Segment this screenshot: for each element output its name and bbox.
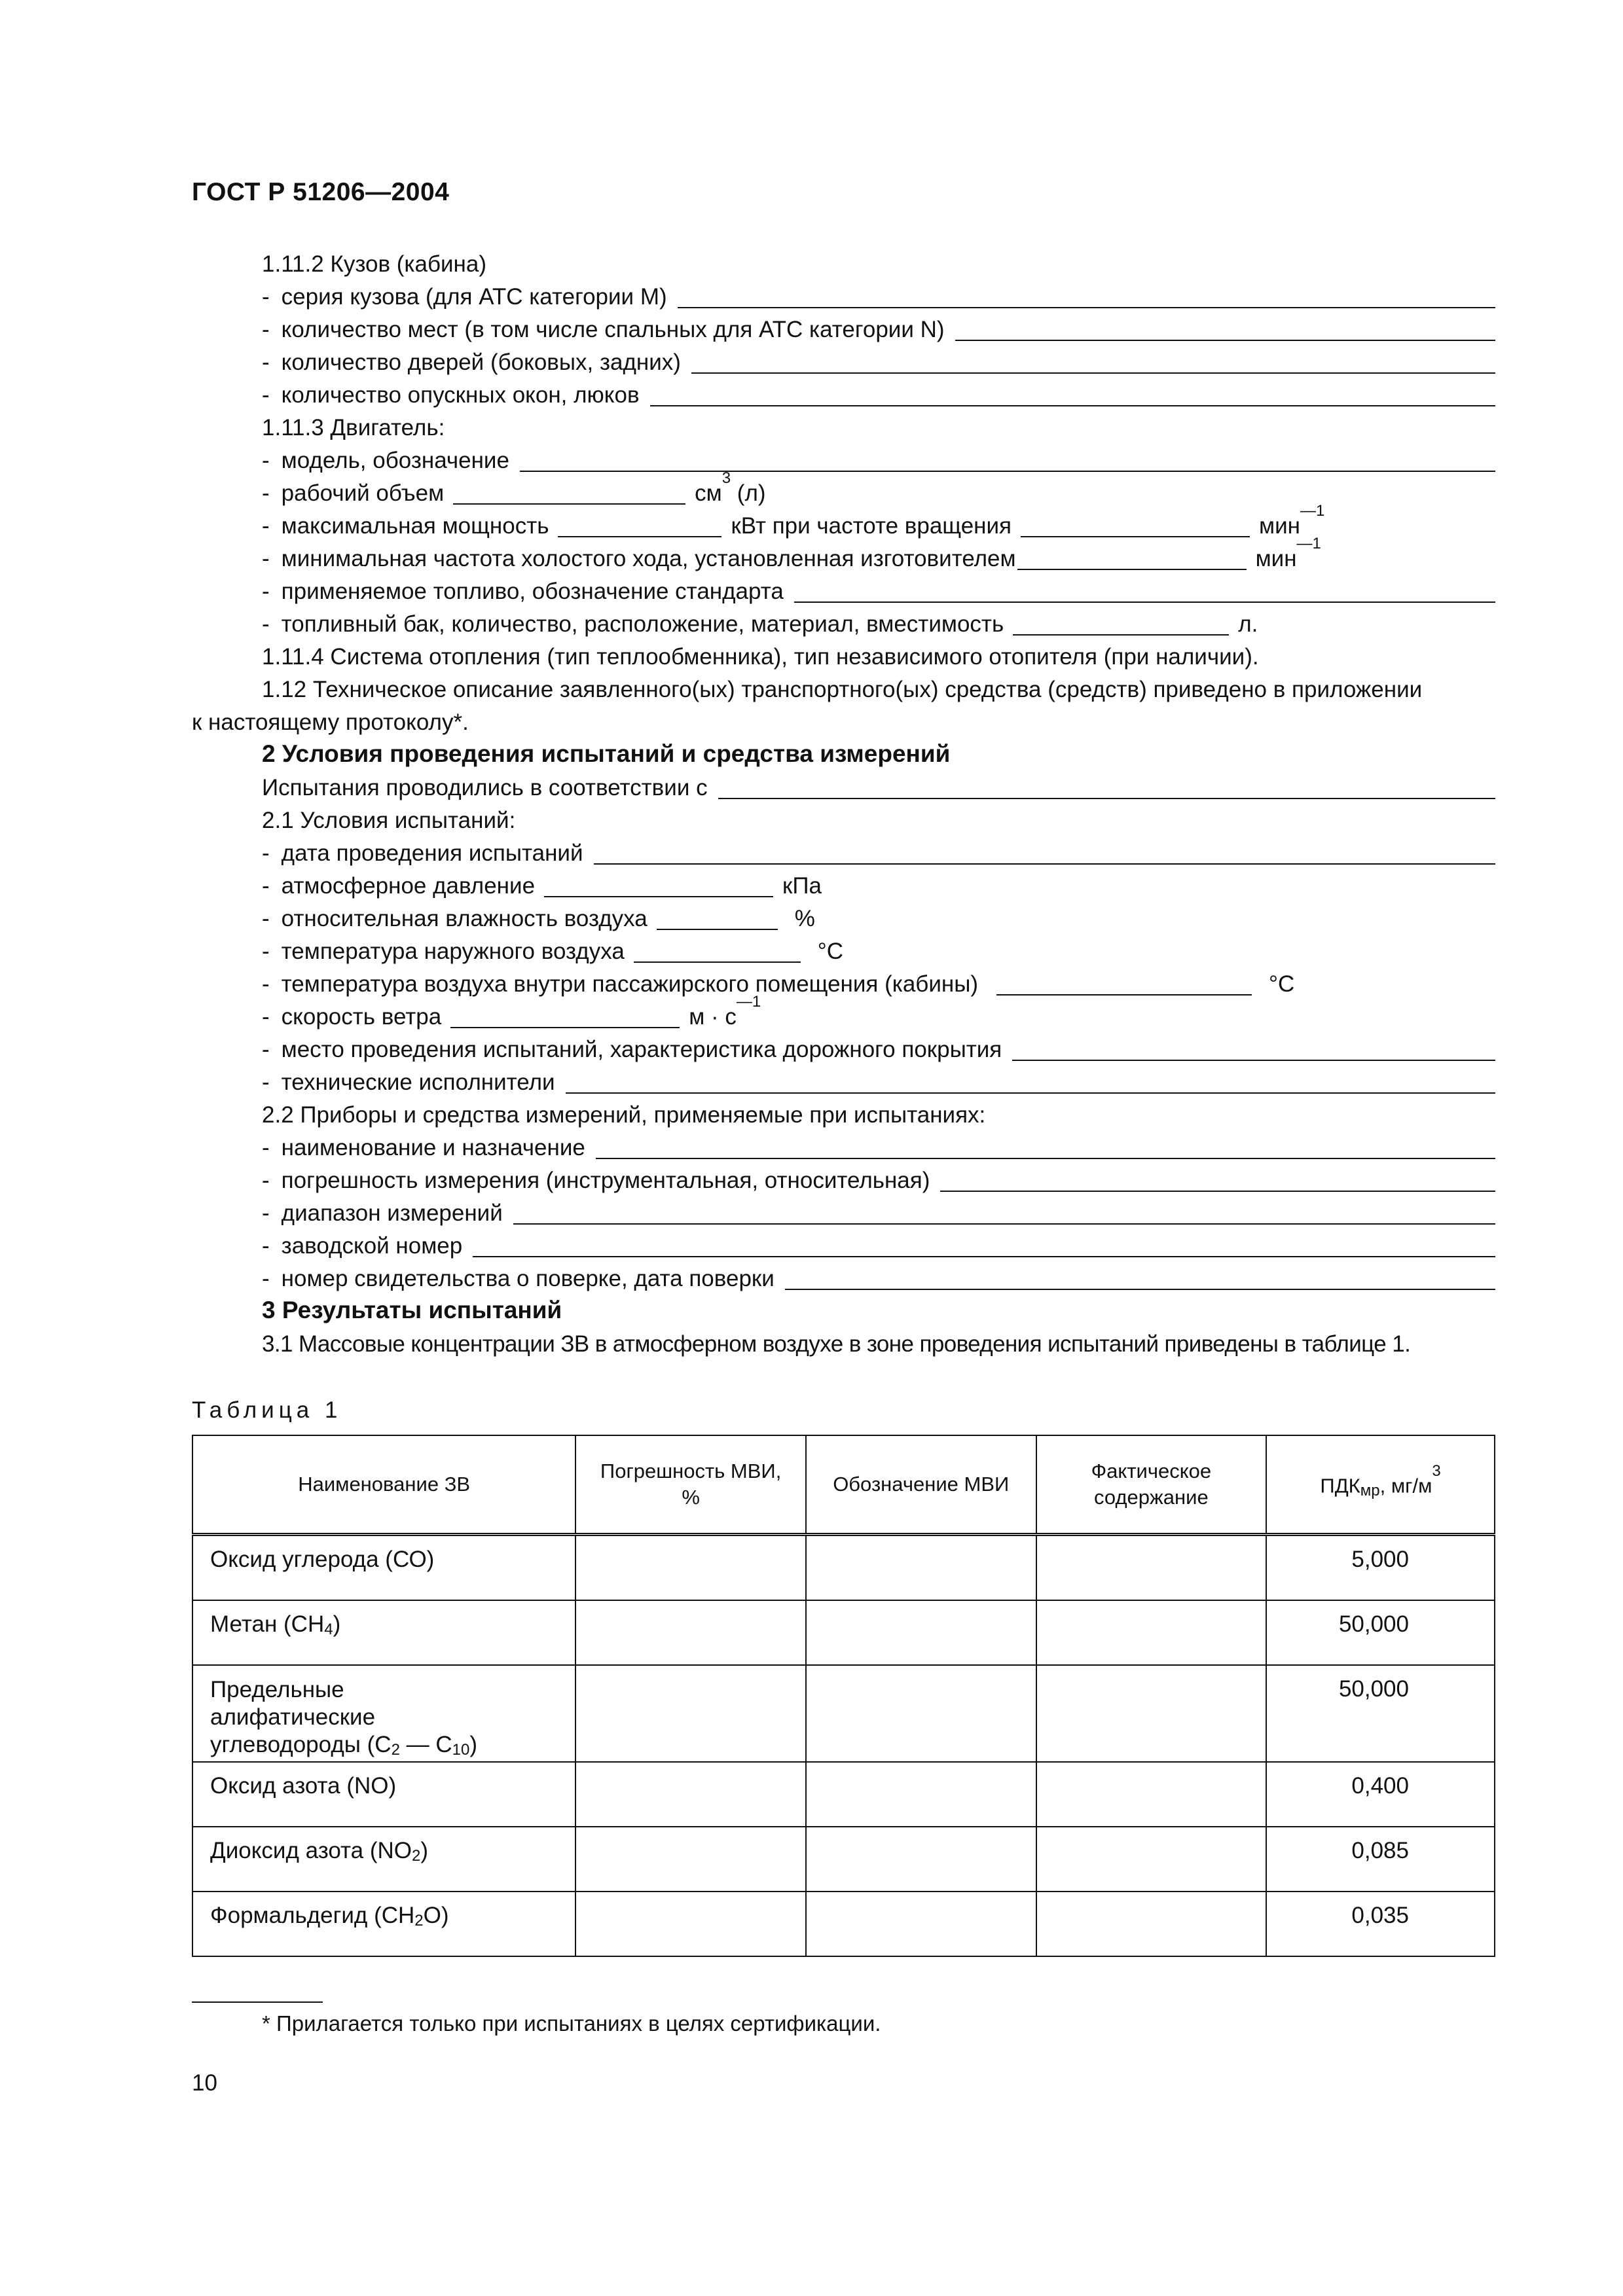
row-name: Оксид углерода (СО) — [192, 1535, 575, 1601]
table-header-row — [192, 1435, 1495, 1535]
field-pressure: - атмосферное давление кПа — [262, 873, 822, 899]
field-test-date: - дата проведения испытаний — [262, 834, 1495, 867]
field-temp-outside: - температура наружного воздуха °С — [262, 939, 844, 964]
field-doors: - количество дверей (боковых, задних) — [262, 344, 1495, 376]
field-engine-model: - модель, обозначение — [262, 442, 1495, 475]
field-wind-speed: - скорость ветра м · с $^{—1}$ — [262, 993, 761, 1030]
field-test-place: - место проведения испытаний, характеристика дорожного покрытия — [262, 1031, 1495, 1064]
cell-error[interactable] — [575, 1762, 806, 1827]
cell-actual[interactable] — [1036, 1762, 1267, 1827]
field-fuel: - применяемое топливо, обозначение стандарта — [262, 573, 1495, 605]
cell-method[interactable] — [806, 1762, 1036, 1827]
col-header-method: Обозначение МВИ — [806, 1435, 1036, 1535]
cell-actual[interactable] — [1036, 1665, 1267, 1762]
field-instrument-error: - погрешность измерения (инструментальная, относительная) — [262, 1162, 1495, 1194]
cell-pdk: 5,000 — [1266, 1535, 1495, 1601]
blank-line[interactable] — [1012, 1036, 1495, 1061]
section-3-title: 3 Результаты испытаний — [262, 1297, 562, 1323]
section-2-title: 2 Условия проведения испытаний и средства измерений — [262, 740, 951, 767]
cell-method[interactable] — [806, 1665, 1036, 1762]
cell-actual[interactable] — [1036, 1827, 1267, 1892]
row-name: Метан $(CH_4)$ — [192, 1600, 575, 1665]
blank-line[interactable] — [450, 1003, 680, 1028]
cell-error[interactable] — [575, 1600, 806, 1665]
blank-line[interactable] — [940, 1167, 1495, 1192]
field-serial-number: - заводской номер — [262, 1227, 1495, 1260]
cell-actual[interactable] — [1036, 1600, 1267, 1665]
section-2-1-title: 2.1 Условия испытаний: — [262, 808, 516, 833]
blank-line[interactable] — [594, 840, 1495, 865]
field-engine-power: - максимальная мощность кВт при частоте вращения мин $^{—1}$ — [262, 502, 1325, 539]
field-instrument-range: - диапазон измерений — [262, 1194, 1495, 1227]
blank-line[interactable] — [1021, 512, 1250, 537]
field-engine-volume: - рабочий объем см $^3$ (л) — [262, 469, 766, 506]
section-1-12-line2: к настоящему протоколу*. — [192, 709, 469, 735]
col-header-actual: Фактическое содержание — [1036, 1435, 1267, 1535]
cell-pdk: 50,000 — [1266, 1665, 1495, 1762]
blank-line[interactable] — [691, 349, 1495, 374]
cell-error[interactable] — [575, 1535, 806, 1601]
field-idle-speed: - минимальная частота холостого хода, установленная изготовителем мин $^{—1}$ — [262, 535, 1321, 571]
cell-method[interactable] — [806, 1827, 1036, 1892]
footnote: * Прилагается только при испытаниях в целях сертификации. — [262, 2011, 881, 2036]
blank-line[interactable] — [718, 774, 1495, 799]
blank-line[interactable] — [785, 1265, 1495, 1290]
table-row — [192, 1827, 1495, 1892]
col-header-pdk: $ПДК_{мр}$, $мг/м^3$ — [1266, 1435, 1495, 1535]
col-header-name: Наименование ЗВ — [192, 1435, 575, 1535]
row-name: Оксид азота (NO) — [192, 1762, 575, 1827]
cell-pdk: 50,000 — [1266, 1600, 1495, 1665]
row-name: Предельные алифатические углеводороды ($C_2$ — $C_{10}$) — [192, 1665, 575, 1762]
blank-line[interactable] — [650, 382, 1495, 406]
blank-line[interactable] — [596, 1134, 1495, 1159]
cell-actual[interactable] — [1036, 1535, 1267, 1601]
cell-actual[interactable] — [1036, 1892, 1267, 1956]
document-code: ГОСТ Р 51206—2004 — [192, 178, 450, 206]
section-2-2-title: 2.2 Приборы и средства измерений, применяемые при испытаниях: — [262, 1102, 986, 1128]
field-test-standard: Испытания проводились в соответствии с — [262, 769, 1495, 802]
cell-error[interactable] — [575, 1665, 806, 1762]
results-table — [192, 1435, 1495, 1957]
section-1-12-line1: 1.12 Техническое описание заявленного(ых) транспортного(ых) средства (средств) приведено в приложении — [262, 677, 1423, 702]
cell-method[interactable] — [806, 1535, 1036, 1601]
cell-error[interactable] — [575, 1892, 806, 1956]
blank-line[interactable] — [544, 872, 773, 897]
table-row — [192, 1600, 1495, 1665]
field-certificate: - номер свидетельства о поверке, дата поверки — [262, 1260, 1495, 1293]
blank-line[interactable] — [566, 1069, 1495, 1094]
row-name: Диоксид азота $(NO_2)$ — [192, 1827, 575, 1892]
blank-line[interactable] — [513, 1200, 1495, 1225]
table-row — [192, 1892, 1495, 1956]
blank-line[interactable] — [1017, 545, 1247, 570]
cell-method[interactable] — [806, 1600, 1036, 1665]
table-row — [192, 1762, 1495, 1827]
blank-line[interactable] — [558, 512, 721, 537]
cell-pdk: 0,400 — [1266, 1762, 1495, 1827]
section-1-11-4: 1.11.4 Система отопления (тип теплообменника), тип независимого отопителя (при наличии). — [262, 644, 1259, 670]
cell-method[interactable] — [806, 1892, 1036, 1956]
blank-line[interactable] — [634, 938, 801, 963]
blank-line[interactable] — [520, 447, 1495, 472]
blank-line[interactable] — [678, 283, 1495, 308]
cell-error[interactable] — [575, 1827, 806, 1892]
field-temp-inside: - температура воздуха внутри пассажирского помещения (кабины) °С — [262, 971, 1295, 997]
blank-line[interactable] — [453, 480, 685, 505]
field-windows: - количество опускных окон, люков — [262, 376, 1495, 409]
cell-pdk: 0,035 — [1266, 1892, 1495, 1956]
field-body-series: - серия кузова (для АТС категории М) — [262, 278, 1495, 311]
field-seats: - количество мест (в том числе спальных для АТС категории N) — [262, 311, 1495, 344]
blank-line[interactable] — [473, 1232, 1495, 1257]
page-number: 10 — [192, 2070, 217, 2096]
table-row — [192, 1665, 1495, 1762]
blank-line[interactable] — [794, 578, 1495, 603]
field-staff: - технические исполнители — [262, 1064, 1495, 1096]
blank-line[interactable] — [657, 905, 778, 930]
table-row — [192, 1535, 1495, 1601]
blank-line[interactable] — [955, 316, 1495, 341]
section-1-11-3-title: 1.11.3 Двигатель: — [262, 415, 445, 440]
section-3-1-text: 3.1 Массовые концентрации ЗВ в атмосферном воздухе в зоне проведения испытаний приведены в таблице 1. — [262, 1331, 1411, 1357]
cell-pdk: 0,085 — [1266, 1827, 1495, 1892]
col-header-error: Погрешность МВИ, % — [575, 1435, 806, 1535]
table-caption: Таблица 1 — [192, 1397, 342, 1423]
blank-line[interactable] — [1013, 611, 1229, 636]
row-name: Формальдегид $(CH_2O)$ — [192, 1892, 575, 1956]
field-instrument-name: - наименование и назначение — [262, 1129, 1495, 1162]
footnote-divider — [192, 2001, 323, 2003]
section-1-11-2-title: 1.11.2 Кузов (кабина) — [262, 251, 487, 277]
field-humidity: - относительная влажность воздуха % — [262, 906, 815, 931]
blank-line[interactable] — [996, 971, 1252, 996]
field-fuel-tank: - топливный бак, количество, расположение, материал, вместимость л. — [262, 611, 1258, 637]
